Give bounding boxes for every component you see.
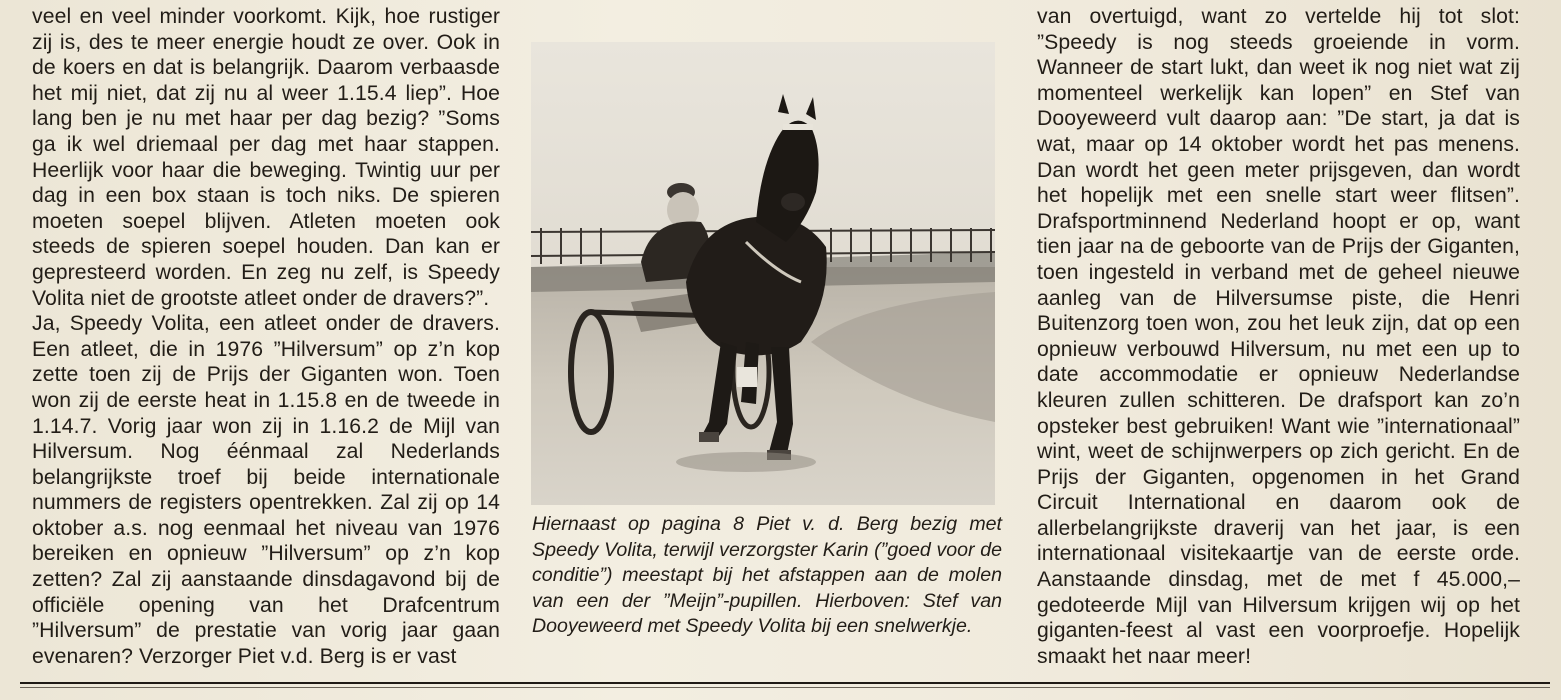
bottom-rule-thin bbox=[20, 687, 1550, 688]
photo-caption: Hiernaast op pagina 8 Piet v. d. Berg bezig met Speedy Volita, terwijl verzorgster Karin (”goed voor de conditie”) meestapt bij het afstappen aan de molen van een der ”Meijn”-pupillen. Hierboven: Stef van Dooyeweerd met Speedy Volita bij een snelwerkje. bbox=[532, 513, 1002, 638]
bottom-rule bbox=[20, 682, 1550, 684]
article-column-right bbox=[1037, 4, 1520, 669]
article-column-left bbox=[32, 4, 500, 669]
paragraph: van overtuigd, want zo vertelde hij tot slot: ”Speedy is nog steeds groeiende in vorm. Wanneer de start lukt, dan weet ik nog niet wat zij momenteel werkelijk kan lopen” en Stef van Dooyeweerd vult daarop aan: ”De start, ja dat is wat, maar op 14 oktober wordt het pas menens. Dan wordt het geen meter prijsgeven, dan wordt het hopelijk met een snelle start weer flitsen”. Drafsportminnend Nederland hoopt er op, want tien jaar na de geboorte van de Prijs der Giganten, toen ingesteld in verband met de geheel nieuwe aanleg van de Hilversumse piste, die Henri Buitenzorg toen won, zou het leuk zijn, dat op een opnieuw verbouwd Hilversum, nu met een up to date accommodatie er opnieuw Nederlandse kleuren zullen schitteren. De drafsport kan zo’n opsteker best gebruiken! Want wie ”internationaal” wint, weet de schijnwerpers op zich gericht. En de Prijs der Giganten, opgenomen in het Grand Circuit International en daarom ook de allerbelangrijkste draverij van het jaar, is een internationaal visitekaartje van de eerste orde. Aanstaande dinsdag, met de met f 45.000,– gedoteerde Mijl van Hilversum krijgen wij op het giganten-feest al vast een voorproefje. Hopelijk smaakt het naar meer! bbox=[1037, 5, 1520, 668]
paragraph: Ja, Speedy Volita, een atleet onder de dravers. Een atleet, die in 1976 ”Hilversum” op z’n kop zette toen zij de Prijs der Giganten won. Toen won zij de eerste heat in 1.15.8 en de tweede in 1.14.7. Vorig jaar won zij in 1.16.2 de Mijl van Hilversum. Nog éénmaal zal Nederlands belangrijkste troef bij beide internationale nummers de registers opentrekken. Zal zij op 14 oktober a.s. nog eenmaal het niveau van 1976 bereiken en opnieuw ”Hilversum” op z’n kop zetten? Zal zij aanstaande dinsdagavond bij de officiële opening van het Drafcentrum ”Hilversum” de prestatie van vorig jaar gaan evenaren? Verzorger Piet v.d. Berg is er vast bbox=[32, 312, 500, 668]
paragraph: veel en veel minder voorkomt. Kijk, hoe rustiger zij is, des te meer energie houdt ze over. Ook in de koers en dat is belangrijk. Daarom verbaasde het mij niet, dat zij nu al weer 1.15.4 liep”. Hoe lang ben je nu met haar per dag bezig? ”Soms ga ik wel driemaal per dag met haar stappen. Heerlijk voor haar die beweging. Twintig uur per dag in een box staan is toch niks. De spieren moeten soepel blijven. Atleten moeten ook steeds de spieren soepel houden. Dan kan er gepresteerd worden. En zeg nu zelf, is Speedy Volita niet de grootste atleet onder de dravers?”. bbox=[32, 5, 500, 310]
horse-sulky-photo bbox=[531, 42, 995, 505]
